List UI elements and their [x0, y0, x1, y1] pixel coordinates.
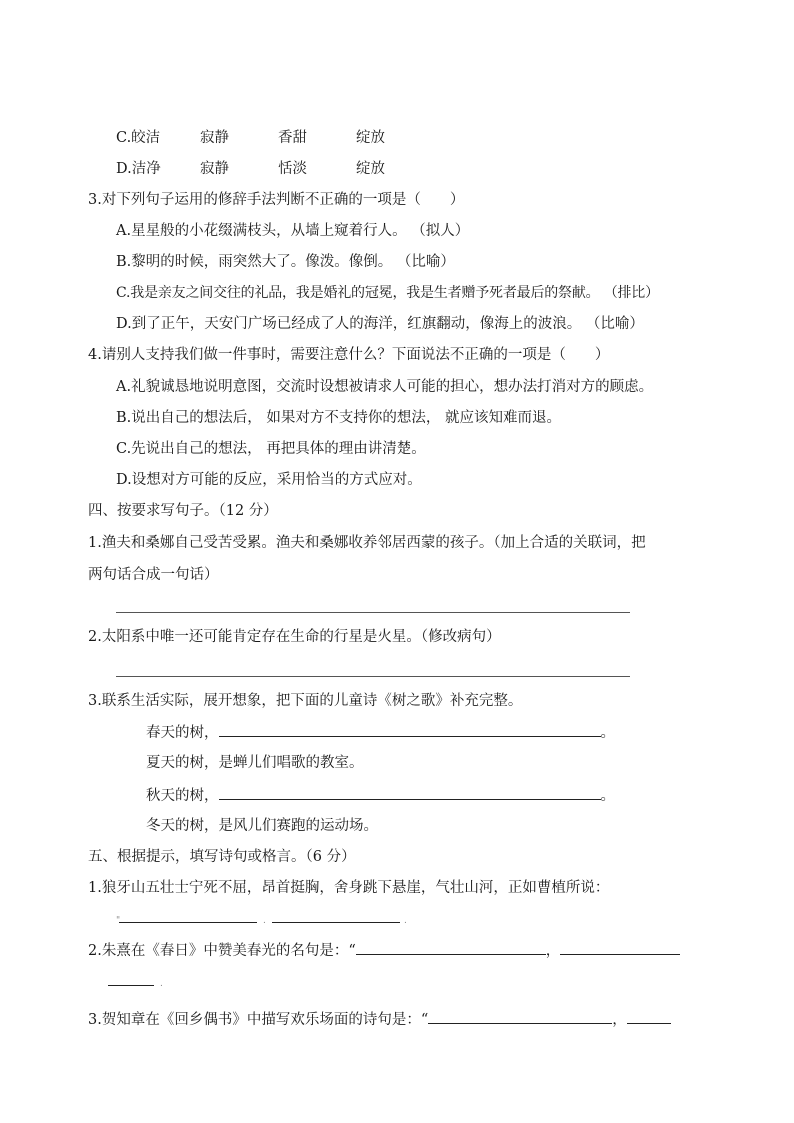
q2-c-word-4: 绽放 — [356, 130, 385, 146]
q1-blank-2[interactable] — [272, 908, 400, 923]
q3-blank-2[interactable] — [627, 1009, 671, 1024]
q2-d-word-2: 寂静 — [200, 161, 229, 177]
q2-c-word-1: C.皎洁 — [116, 130, 161, 146]
q2-option-c — [116, 128, 385, 148]
section5-q2-continued — [108, 971, 163, 994]
q3-option-d: D.到了正午，天安门广场已经成了人的海洋，红旗翻动，像海上的波浪。 （比喻） — [116, 316, 644, 332]
q2-option-d — [116, 159, 385, 179]
poem-autumn-line — [146, 785, 615, 806]
q2-d-word-4: 绽放 — [356, 161, 385, 177]
q1-end-dot: . — [404, 916, 407, 926]
q1-blank-1[interactable] — [119, 908, 257, 923]
poem-autumn-period: 。 — [600, 788, 615, 804]
q2-end-dot: . — [160, 979, 163, 989]
q2-d-word-1: D.洁净 — [116, 161, 161, 177]
q3-option-a: A.星星般的小花缀满枝头，从墙上窥着行人。 （拟人） — [116, 223, 470, 239]
poem-autumn-label: 秋天的树， — [146, 788, 219, 804]
q2-comma: ， — [545, 943, 561, 959]
section4-q1-line2: 两句话合成一句话） — [88, 567, 219, 583]
q3-option-b: B.黎明的时候，雨突然大了。像泼。像倒。 （比喻） — [116, 254, 455, 270]
q4-option-c: C.先说出自己的想法， 再把具体的理由讲清楚。 — [116, 441, 426, 457]
poem-autumn-blank[interactable] — [219, 785, 601, 800]
q2-blank-1[interactable] — [356, 940, 546, 955]
q1-mid-dot: . — [263, 916, 266, 926]
section4-q1-answer-line[interactable] — [116, 612, 630, 613]
q2-c-word-2: 寂静 — [200, 130, 229, 146]
section4-q2: 2.太阳系中唯一还可能肯定存在生命的行星是火星。（修改病句） — [88, 629, 501, 645]
q3-option-c: C.我是亲友之间交往的礼品，我是婚礼的冠冕，我是生者赠予死者最后的祭献。 （排比） — [116, 285, 659, 301]
poem-spring-blank[interactable] — [219, 722, 601, 737]
poem-spring-period: 。 — [600, 725, 615, 741]
section4-title: 四、按要求写句子。（12 分） — [88, 503, 278, 519]
poem-spring-label: 春天的树， — [146, 725, 219, 741]
q3-stem: 3.对下列句子运用的修辞手法判断不正确的一项是（ ） — [88, 192, 465, 208]
section4-q2-answer-line[interactable] — [116, 676, 630, 677]
section4-q1-line1: 1.渔夫和桑娜自己受苦受累。渔夫和桑娜收养邻居西蒙的孩子。（加上合适的关联词，把 — [88, 535, 646, 551]
section5-q3-text: 3.贺知章在《回乡偶书》中描写欢乐场面的诗句是：“ — [88, 1012, 429, 1028]
poem-winter-line: 冬天的树，是风儿们赛跑的运动场。 — [146, 818, 378, 834]
q1-open-quote: " — [116, 916, 121, 926]
section5-q2 — [88, 940, 680, 961]
q4-option-b: B.说出自己的想法后， 如果对方不支持你的想法， 就应该知难而退。 — [116, 410, 561, 426]
q2-c-word-3: 香甜 — [278, 130, 307, 146]
q3-blank-1[interactable] — [428, 1009, 612, 1024]
section5-title: 五、根据提示，填写诗句或格言。（6 分） — [88, 849, 356, 865]
q3-comma: ， — [612, 1012, 627, 1028]
section5-q3 — [88, 1009, 671, 1030]
section4-q3: 3.联系生活实际，展开想象，把下面的儿童诗《树之歌》补充完整。 — [88, 693, 523, 709]
section5-q2-text: 2.朱熹在《春日》中赞美春光的名句是：“ — [88, 943, 356, 959]
poem-spring-line — [146, 722, 615, 743]
q4-option-a: A.礼貌诚恳地说明意图，交流时设想被请求人可能的担心，想办法打消对方的顾虑。 — [116, 379, 654, 395]
poem-summer-line: 夏天的树，是蝉儿们唱歌的教室。 — [146, 755, 364, 771]
q2-blank-2[interactable] — [560, 940, 680, 955]
section5-q1-answer — [116, 908, 407, 931]
q2-d-word-3: 恬淡 — [278, 161, 307, 177]
q4-option-d: D.设想对方可能的反应，采用恰当的方式应对。 — [116, 472, 422, 488]
q4-stem: 4.请别人支持我们做一件事时，需要注意什么？下面说法不正确的一项是（ ） — [88, 347, 610, 363]
q2-blank-3[interactable] — [108, 971, 154, 986]
section5-q1: 1.狼牙山五壮士宁死不屈，昂首挺胸，舍身跳下悬崖，气壮山河，正如曹植所说： — [88, 880, 610, 896]
